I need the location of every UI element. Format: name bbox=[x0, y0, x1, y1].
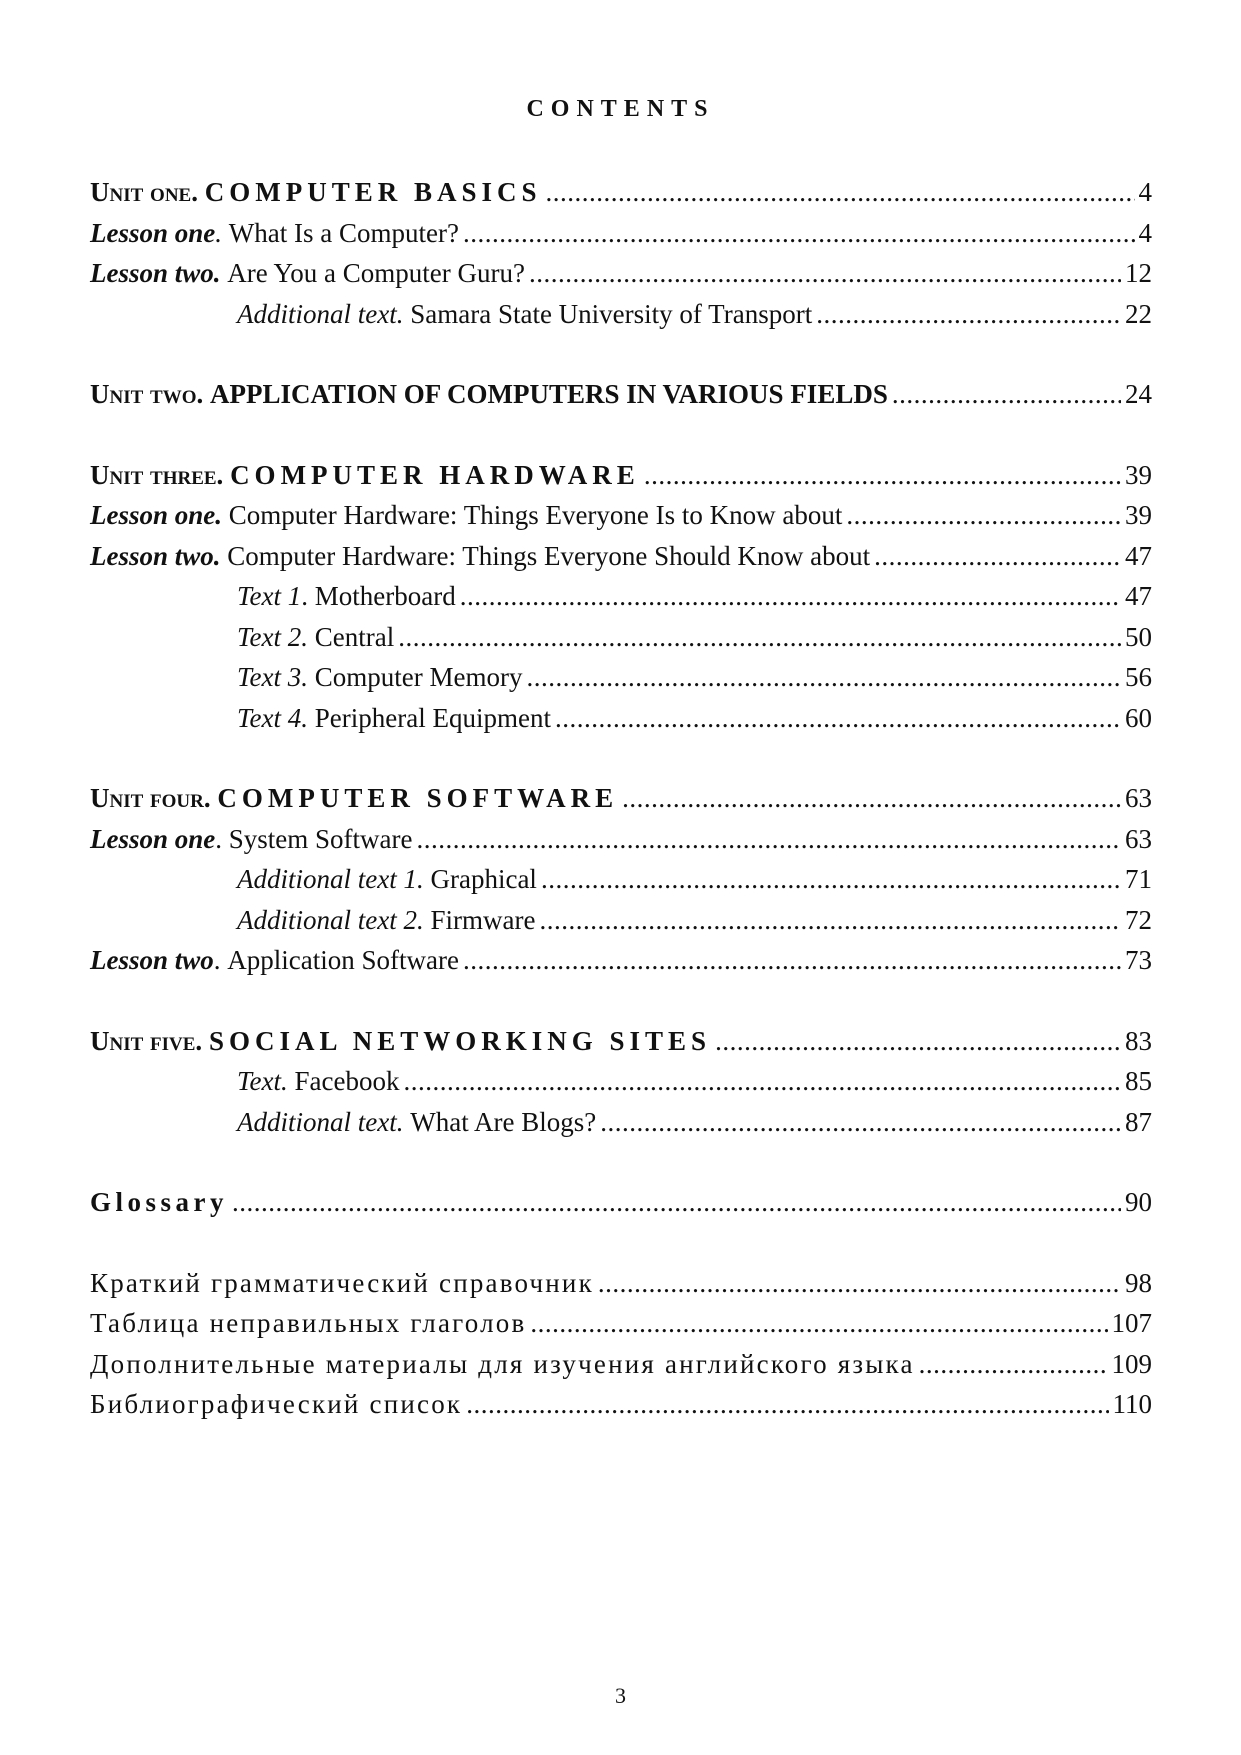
page-number: 47 bbox=[1125, 581, 1152, 611]
entry-label: Lesson one bbox=[90, 217, 216, 248]
entry-text: Samara State University of Transport bbox=[410, 298, 813, 329]
entry-label: Additional text 2. bbox=[237, 904, 424, 935]
page-footer-number: 3 bbox=[615, 1683, 626, 1708]
entry-label: Additional text. bbox=[237, 1106, 404, 1137]
unit-label: Unit three. bbox=[90, 459, 224, 490]
page-number: 4 bbox=[1138, 177, 1152, 207]
entry-text: Application Software bbox=[227, 945, 459, 975]
entry-label: Lesson one bbox=[90, 823, 216, 854]
leader-dots bbox=[622, 778, 1121, 819]
toc-unit-one[interactable] bbox=[90, 172, 1152, 213]
entry-text: Facebook bbox=[294, 1066, 400, 1096]
entry-label: Text 1 bbox=[237, 581, 302, 611]
entry-label: Lesson two. bbox=[90, 258, 221, 288]
entry-text: Computer Memory bbox=[314, 662, 523, 692]
leader-dots bbox=[555, 698, 1121, 739]
page-number: 109 bbox=[1111, 1348, 1152, 1379]
entry-label: Lesson two. bbox=[90, 540, 221, 571]
toc-entry[interactable] bbox=[90, 940, 1152, 981]
toc-entry[interactable] bbox=[90, 900, 1152, 941]
toc-unit-four[interactable] bbox=[90, 778, 1152, 819]
unit-title: SOCIAL NETWORKING SITES bbox=[208, 1025, 712, 1056]
toc-appendix-item[interactable] bbox=[90, 1344, 1152, 1385]
page-number: 12 bbox=[1125, 258, 1152, 288]
leader-dots bbox=[463, 940, 1121, 981]
entry-text: What Are Blogs? bbox=[410, 1106, 597, 1137]
page-number: 90 bbox=[1125, 1187, 1152, 1217]
entry-text: Graphical bbox=[430, 864, 537, 894]
entry-text: Computer Hardware: Things Everyone Is to Know about bbox=[228, 500, 843, 530]
toc-unit-five[interactable] bbox=[90, 1021, 1152, 1062]
page-number: 71 bbox=[1125, 864, 1152, 894]
leader-dots bbox=[541, 859, 1121, 900]
entry-label: Text. bbox=[237, 1066, 288, 1096]
entry-label: Additional text 1. bbox=[237, 864, 424, 894]
entry-label-suffix: . bbox=[215, 823, 223, 854]
leader-dots bbox=[232, 1182, 1121, 1223]
toc-entry[interactable] bbox=[90, 1102, 1152, 1143]
leader-dots bbox=[530, 1303, 1107, 1344]
entry-text: Central bbox=[314, 621, 395, 652]
leader-dots bbox=[539, 900, 1121, 941]
toc-appendix-item[interactable] bbox=[90, 1263, 1152, 1304]
entry-label: Additional text. bbox=[237, 298, 404, 329]
unit-label: Unit two. bbox=[90, 379, 204, 409]
toc-entry[interactable] bbox=[90, 859, 1152, 900]
toc-entry[interactable] bbox=[90, 495, 1152, 536]
page-number: 24 bbox=[1125, 379, 1152, 409]
page-number: 110 bbox=[1112, 1389, 1152, 1419]
leader-dots bbox=[892, 374, 1121, 415]
toc-entry[interactable] bbox=[90, 617, 1152, 658]
unit-label: Unit one. bbox=[90, 177, 198, 207]
table-of-contents bbox=[90, 172, 1152, 1425]
toc-entry[interactable] bbox=[90, 576, 1152, 617]
entry-text: Computer Hardware: Things Everyone Should Know about bbox=[227, 540, 871, 571]
leader-dots bbox=[527, 657, 1122, 698]
leader-dots bbox=[598, 1263, 1121, 1304]
unit-label: Unit five. bbox=[90, 1025, 203, 1056]
appendix-title: Дополнительные материалы для изучения английского языка bbox=[90, 1348, 915, 1379]
page-number: 63 bbox=[1125, 783, 1152, 813]
leader-dots bbox=[463, 213, 1135, 254]
page-number: 39 bbox=[1125, 500, 1152, 530]
appendix-title: Библиографический список bbox=[90, 1389, 463, 1419]
page-number: 83 bbox=[1125, 1025, 1152, 1056]
leader-dots bbox=[460, 576, 1121, 617]
unit-title: COMPUTER SOFTWARE bbox=[217, 783, 619, 813]
toc-entry[interactable] bbox=[90, 1061, 1152, 1102]
toc-entry[interactable] bbox=[90, 253, 1152, 294]
toc-entry[interactable] bbox=[90, 698, 1152, 739]
toc-glossary[interactable] bbox=[90, 1182, 1152, 1223]
entry-label-suffix: . bbox=[213, 945, 221, 975]
page-number: 60 bbox=[1125, 702, 1152, 733]
entry-label-suffix: . bbox=[301, 581, 309, 611]
leader-dots bbox=[919, 1344, 1108, 1385]
page-number: 4 bbox=[1138, 217, 1152, 248]
unit-title: COMPUTER BASICS bbox=[204, 177, 542, 207]
page-number: 22 bbox=[1125, 298, 1152, 329]
entry-label: Lesson one. bbox=[90, 500, 223, 530]
page-number: 107 bbox=[1111, 1308, 1152, 1338]
leader-dots bbox=[816, 294, 1121, 335]
toc-unit-three[interactable] bbox=[90, 455, 1152, 496]
appendix-title: Таблица неправильных глаголов bbox=[90, 1308, 527, 1338]
leader-dots bbox=[403, 1061, 1121, 1102]
toc-appendix-item[interactable] bbox=[90, 1303, 1152, 1344]
entry-label: Text 2. bbox=[237, 621, 309, 652]
entry-text: Are You a Computer Guru? bbox=[227, 258, 525, 288]
toc-appendix-item[interactable] bbox=[90, 1384, 1152, 1425]
toc-entry[interactable] bbox=[90, 213, 1152, 254]
entry-text: Firmware bbox=[430, 904, 536, 935]
leader-dots bbox=[529, 253, 1121, 294]
page-number: 39 bbox=[1125, 459, 1152, 490]
unit-label: Unit four. bbox=[90, 783, 211, 813]
entry-label: Text 3. bbox=[237, 662, 309, 692]
entry-label: Text 4. bbox=[237, 702, 309, 733]
appendix-title: Краткий грамматический справочник bbox=[90, 1267, 594, 1298]
page-number: 98 bbox=[1125, 1267, 1152, 1298]
leader-dots bbox=[600, 1102, 1121, 1143]
entry-label-suffix: . bbox=[215, 217, 223, 248]
leader-dots bbox=[546, 172, 1135, 213]
toc-unit-two[interactable] bbox=[90, 374, 1152, 415]
toc-entry[interactable] bbox=[90, 819, 1152, 860]
page-number: 85 bbox=[1125, 1066, 1152, 1096]
page-number: 50 bbox=[1125, 621, 1152, 652]
entry-text: What Is a Computer? bbox=[228, 217, 459, 248]
page-number: 87 bbox=[1125, 1106, 1152, 1137]
leader-dots bbox=[644, 455, 1121, 496]
page-number: 73 bbox=[1125, 945, 1152, 975]
page-number: 72 bbox=[1125, 904, 1152, 935]
leader-dots bbox=[417, 819, 1122, 860]
unit-title: APPLICATION OF COMPUTERS IN VARIOUS FIELDS bbox=[210, 379, 888, 409]
page-title: CONTENTS bbox=[526, 96, 715, 122]
toc-entry[interactable] bbox=[90, 294, 1152, 335]
unit-title: COMPUTER HARDWARE bbox=[230, 459, 640, 490]
entry-text: System Software bbox=[228, 823, 413, 854]
leader-dots bbox=[466, 1384, 1108, 1425]
page-number: 47 bbox=[1125, 540, 1152, 571]
glossary-title: Glossary bbox=[90, 1187, 229, 1217]
toc-entry[interactable] bbox=[90, 536, 1152, 577]
entry-label: Lesson two bbox=[90, 945, 214, 975]
entry-text: Peripheral Equipment bbox=[314, 702, 551, 733]
leader-dots bbox=[715, 1021, 1121, 1062]
entry-text: Motherboard bbox=[314, 581, 456, 611]
leader-dots bbox=[398, 617, 1121, 658]
leader-dots bbox=[874, 536, 1121, 577]
leader-dots bbox=[846, 495, 1121, 536]
toc-entry[interactable] bbox=[90, 657, 1152, 698]
page-number: 56 bbox=[1125, 662, 1152, 692]
page-number: 63 bbox=[1125, 823, 1152, 854]
